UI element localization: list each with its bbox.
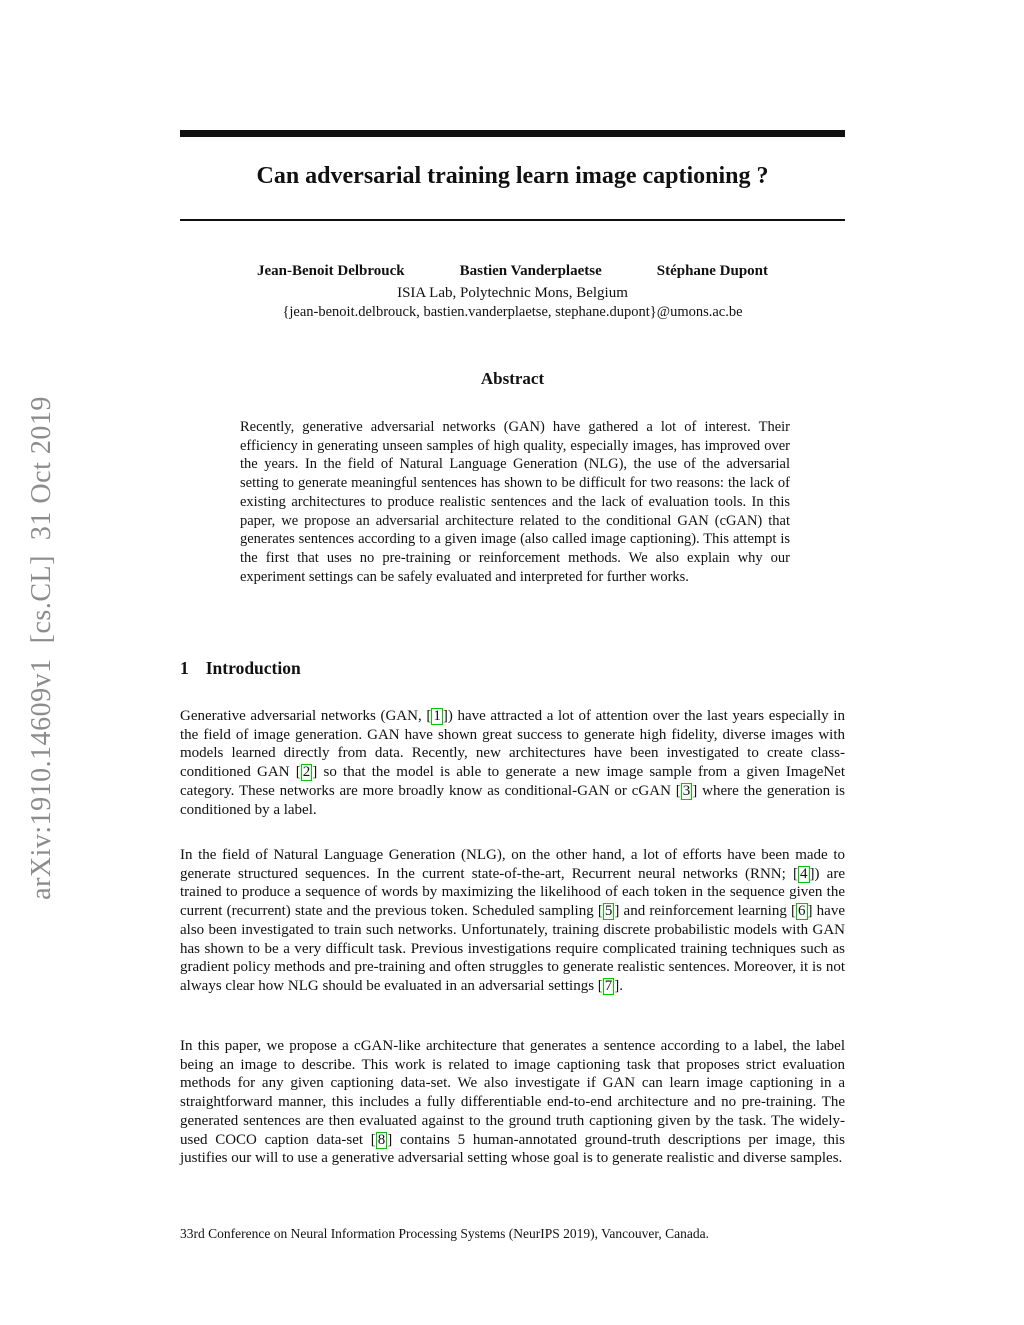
- introduction-paragraph: In the field of Natural Language Generation (NLG), on the other hand, a lot of efforts have been made to generate structured sequences. In the current state-of-the-art, Recurrent neural networks (RNN; [ 4 ]) are trained to produce a sequence of words by maximizing the likelihood of each token in the sequence given the current (recurrent) state and the previous token. Scheduled sampling [ 5 ] and reinforcement learning [ 6 ] have also been investigated to train such networks. Unfortunately, training discrete probabilistic models with GAN has shown to be a very difficult task. Previous investigations require complicated training techniques such as gradient policy methods and pre-training and often struggles to generate realistic sentences. Moreover, it is not always clear how NLG should be evaluated in an adversarial settings [ 7 ].: [180, 847, 845, 994]
- section-number: 1: [180, 658, 189, 678]
- author-name: Bastien Vanderplaetse: [459, 263, 602, 279]
- abstract-text: Recently, generative adversarial networks (GAN) have gathered a lot of interest. Their efficiency in generating unseen samples of high quality, especially images, has improved over the years. In the field of Natural Language Generation (NLG), the use of the adversarial setting to generate meaningful sentences has shown to be difficult for two reasons: the lack of existing architectures to produce realistic sentences and the lack of evaluation tools. In this paper, we propose an adversarial architecture related to the conditional GAN (cGAN) that generates sentences according to a given image (also called image captioning). This attempt is the first that uses no pre-training or reinforcement methods. We also explain why our experiment settings can be safely evaluated and interpreted for further works.: [240, 419, 790, 585]
- citation-ref[interactable]: 2: [302, 764, 311, 781]
- affiliation: ISIA Lab, Polytechnic Mons, Belgium: [397, 285, 628, 301]
- author-name: Stéphane Dupont: [656, 263, 769, 279]
- section-heading-introduction: [180, 658, 845, 679]
- paper-title: Can adversarial training learn image captioning ?: [256, 163, 769, 189]
- author-emails: {jean-benoit.delbrouck, bastien.vanderplaetse, stephane.dupont}@umons.ac.be: [282, 304, 743, 320]
- author-name: Jean-Benoit Delbrouck: [256, 263, 405, 279]
- citation-ref[interactable]: 1: [433, 708, 441, 724]
- author-block: [180, 263, 845, 280]
- arxiv-watermark: arXiv:1910.14609v1 [cs.CL] 31 Oct 2019: [26, 396, 57, 900]
- introduction-paragraph: In this paper, we propose a cGAN-like architecture that generates a sentence according to a label, the label being an image to describe. This work is related to image captioning task that proposes strict evaluation methods for any given captioning data-set. We also investigate if GAN can learn image captioning in a straightforward manner, this includes a fully differentiable end-to-end architecture and no pre-training. The generated sentences are then evaluated against to the ground truth captioning given by the task. The widely-used COCO caption data-set [ 8 ] contains 5 human-annotated ground-truth descriptions per image, this justifies our will to use a generative adversarial setting whose goal is to generate realistic and diverse samples.: [180, 1038, 845, 1167]
- title-rule-bottom: [180, 219, 845, 221]
- citation-ref[interactable]: 5: [604, 903, 613, 920]
- citation-ref[interactable]: 6: [798, 903, 806, 920]
- section-title: Introduction: [205, 658, 301, 678]
- conference-footnote: 33rd Conference on Neural Information Processing Systems (NeurIPS 2019), Vancouver, Canada.: [180, 1226, 709, 1241]
- abstract-heading: Abstract: [480, 369, 545, 388]
- introduction-paragraph: Generative adversarial networks (GAN, [ 1 ]) have attracted a lot of attention over the last years especially in the field of image generation. GAN have shown great success to generate high fidelity, diverse images with models learned directly from data. Recently, new architectures have been investigated to create class-conditioned GAN [ 2 ] so that the model is able to generate a new image sample from a given ImageNet category. These networks are more broadly know as conditional-GAN or cGAN [ 3 ] where the generation is conditioned by a label.: [180, 708, 846, 818]
- citation-ref[interactable]: 3: [682, 782, 691, 799]
- citation-ref[interactable]: 7: [604, 977, 613, 994]
- citation-ref[interactable]: 4: [800, 865, 808, 882]
- title-rule-top: [180, 130, 845, 137]
- citation-ref[interactable]: 8: [377, 1131, 386, 1148]
